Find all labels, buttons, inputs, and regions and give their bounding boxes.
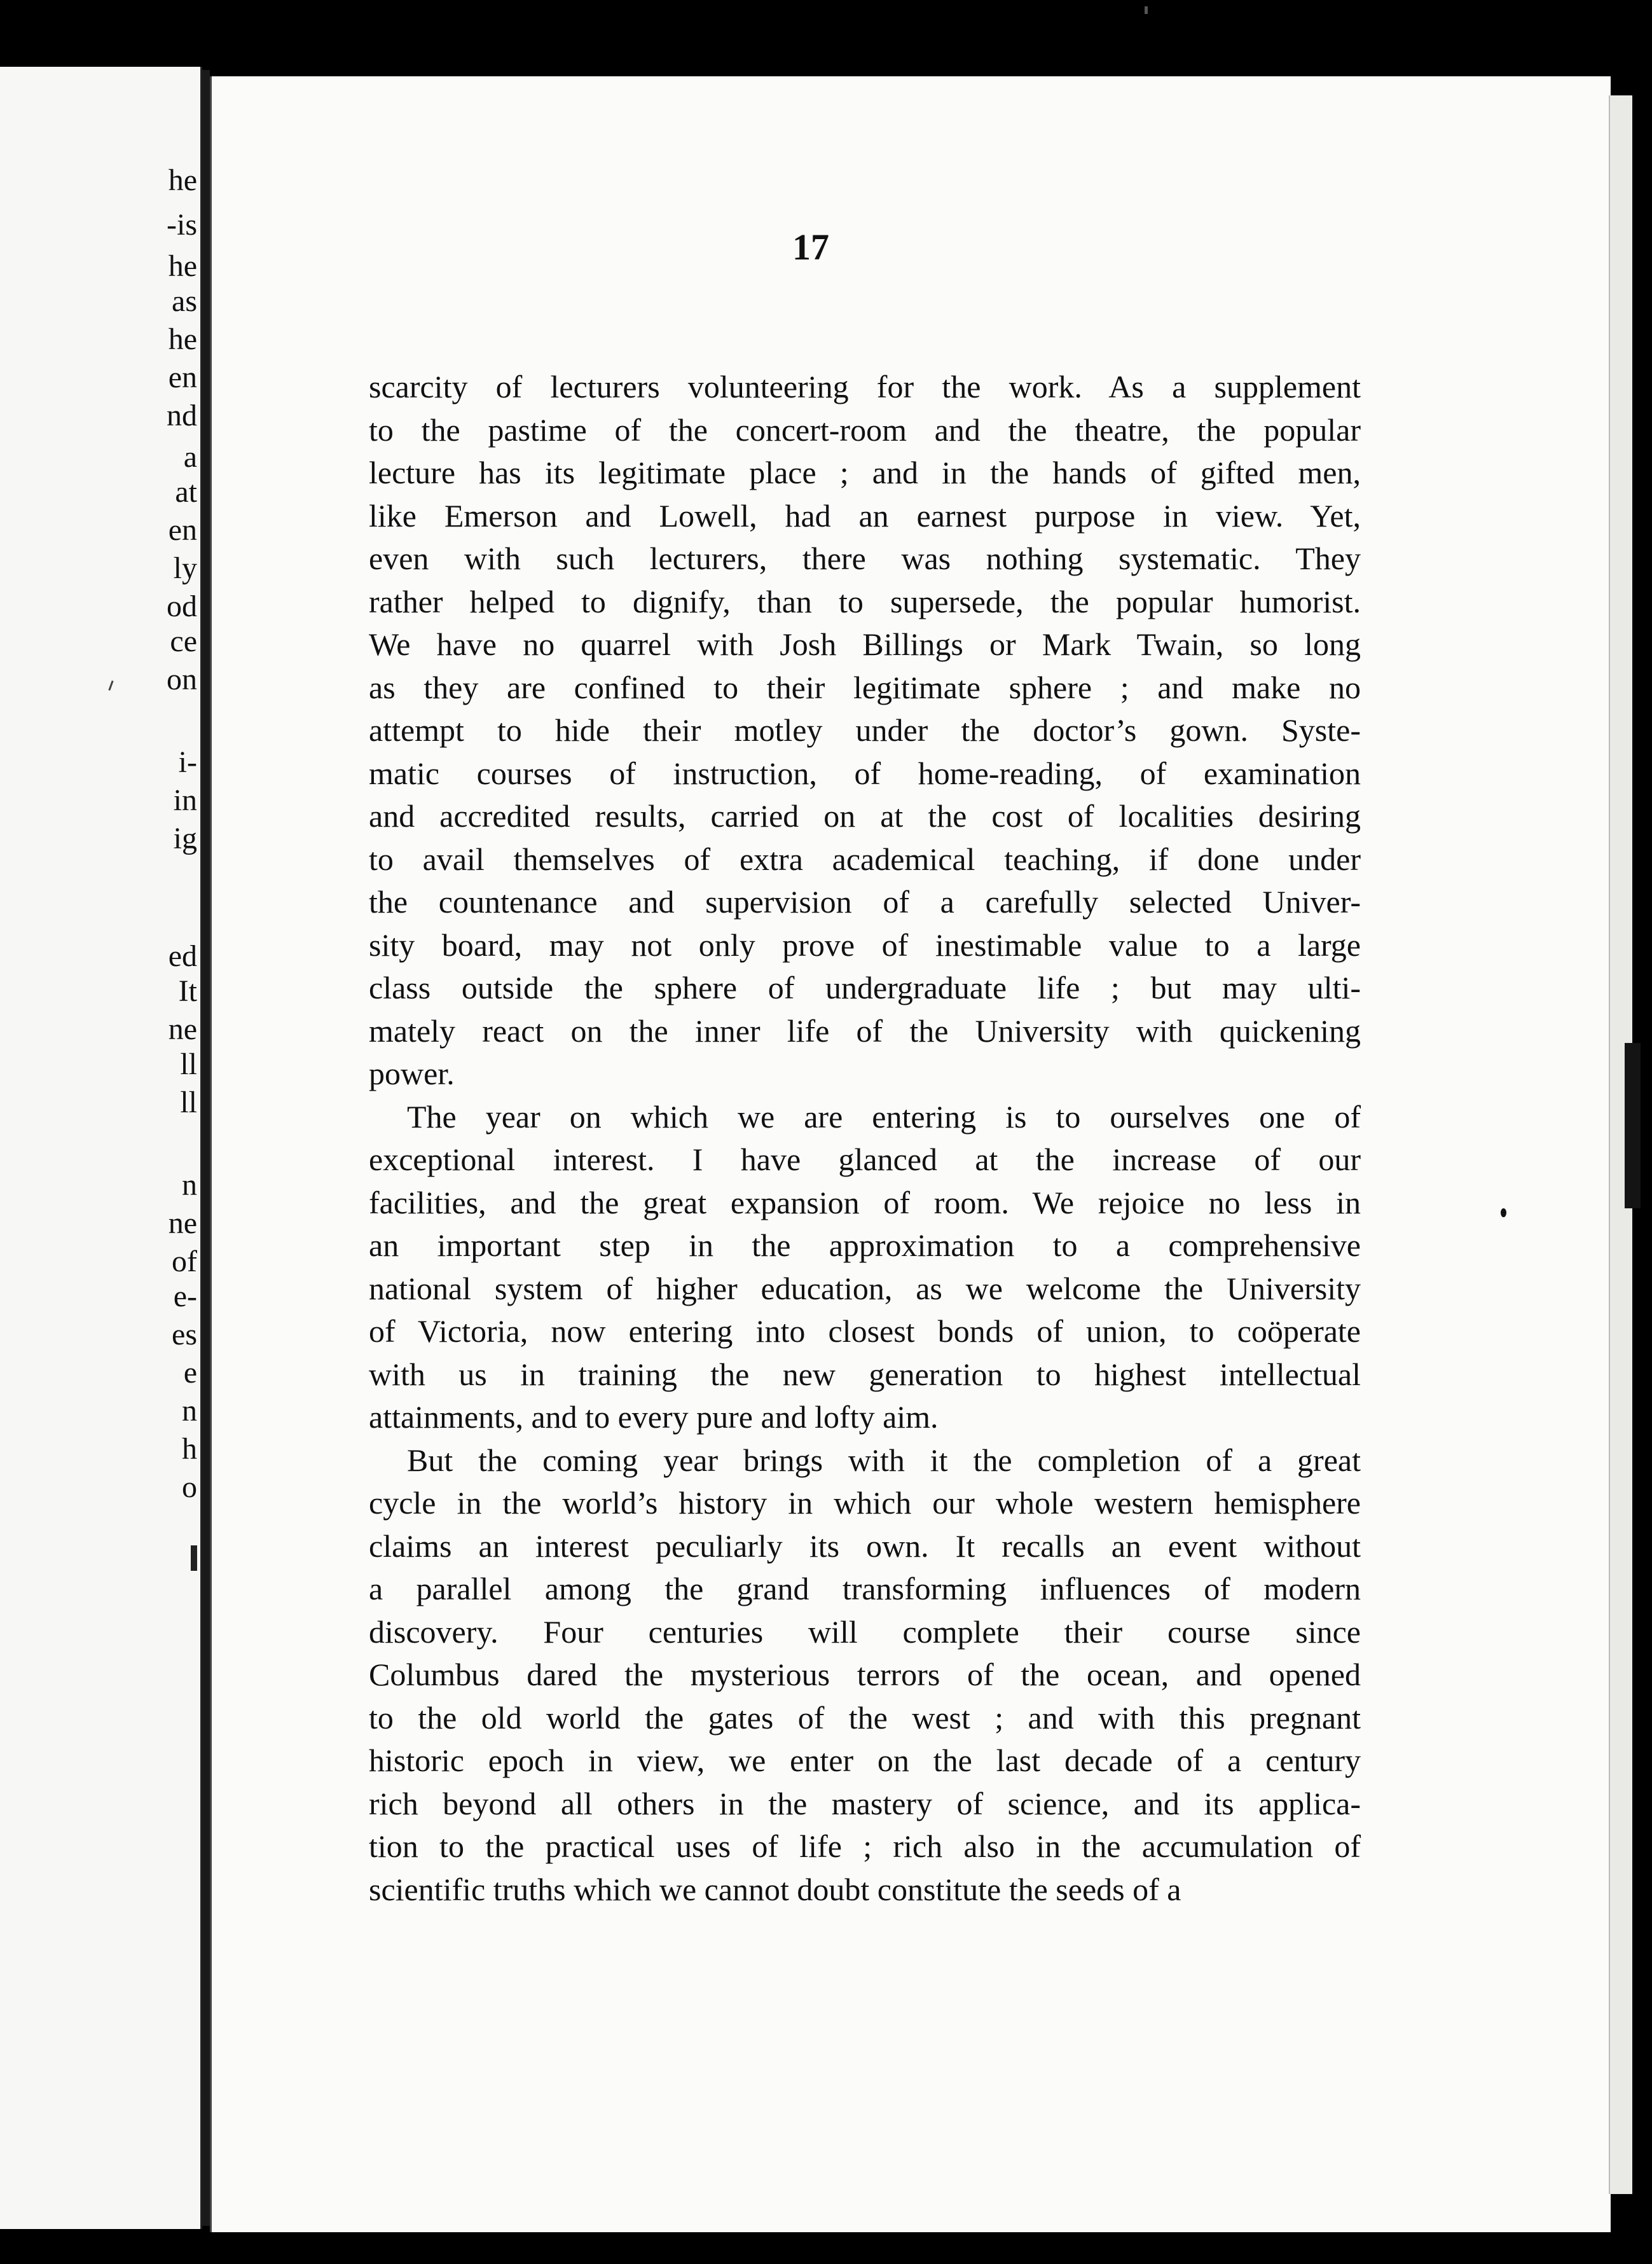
gutter-mark xyxy=(191,1545,197,1571)
paragraph xyxy=(369,1096,1361,1439)
facing-page-text: -is xyxy=(167,208,197,242)
text-line: of Victoria, now entering into closest bonds of union, to coöperate xyxy=(369,1313,1361,1349)
text-line: scientific truths which we cannot doubt constitute the seeds of a xyxy=(369,1871,1181,1907)
facing-page-text: of xyxy=(172,1245,197,1278)
text-line: as they are confined to their legitimate sphere ; and make no xyxy=(369,669,1361,705)
text-line: rich beyond all others in the mastery of science, and its applica- xyxy=(369,1785,1361,1821)
facing-page-text: i- xyxy=(178,745,197,779)
facing-page-text: in xyxy=(173,783,197,817)
paragraph xyxy=(369,1439,1361,1912)
facing-page-text: he xyxy=(168,163,197,197)
facing-page-text: ig xyxy=(173,822,197,855)
text-line: even with such lecturers, there was nothing systematic. They xyxy=(369,541,1361,576)
text-line: discovery. Four centuries will complete their course since xyxy=(369,1613,1361,1650)
text-line: tion to the practical uses of life ; rich also in the accumulation of xyxy=(369,1828,1361,1864)
paragraph xyxy=(369,366,1361,1096)
text-line: like Emerson and Lowell, had an earnest purpose in view. Yet, xyxy=(369,497,1361,534)
facing-page-text: en xyxy=(168,513,197,547)
ink-speck xyxy=(1145,6,1148,14)
text-line: and accredited results, carried on at the cost of localities desiring xyxy=(369,798,1361,834)
text-line: But the coming year brings with it the completion of a great xyxy=(407,1442,1361,1478)
facing-page-text: e- xyxy=(173,1280,197,1313)
text-line: the countenance and supervision of a carefully selected Univer- xyxy=(369,884,1361,920)
body-text xyxy=(369,366,1361,1911)
facing-page-text: as xyxy=(172,284,197,318)
facing-page-text: ne xyxy=(168,1012,197,1046)
ink-speck xyxy=(1501,1208,1506,1217)
text-line: a parallel among the grand transforming influences of modern xyxy=(369,1571,1361,1606)
facing-page-text: nd xyxy=(167,399,197,432)
facing-page-text: on xyxy=(167,663,197,696)
text-line: The year on which we are entering is to ourselves one of xyxy=(407,1098,1361,1135)
text-line: matic courses of instruction, of home-reading, of examination xyxy=(369,755,1361,791)
facing-page-text: n xyxy=(182,1168,197,1202)
text-line: an important step in the approximation to a comprehensive xyxy=(369,1227,1361,1263)
facing-page-text: h xyxy=(182,1432,197,1466)
facing-page-text: ed xyxy=(168,939,197,973)
facing-page-text: a xyxy=(183,440,197,474)
facing-page-text: ll xyxy=(180,1086,197,1119)
page-number: 17 xyxy=(792,226,829,268)
text-line: attainments, and to every pure and lofty aim. xyxy=(369,1399,939,1435)
text-line: national system of higher education, as we welcome the University xyxy=(369,1270,1361,1306)
facing-page-text: ce xyxy=(170,625,197,658)
text-line: scarcity of lecturers volunteering for the work. As a supplement xyxy=(369,369,1361,404)
book-gutter xyxy=(202,70,210,2226)
scan-edge-shadow xyxy=(1625,1043,1641,1208)
text-line: exceptional interest. I have glanced at the increase of our xyxy=(369,1142,1361,1177)
text-line: with us in training the new generation to highest intellectual xyxy=(369,1356,1361,1392)
text-line: attempt to hide their motley under the doctor’s gown. Syste- xyxy=(369,712,1361,748)
text-line: class outside the sphere of undergraduate life ; but may ulti- xyxy=(369,970,1361,1005)
text-line: cycle in the world’s history in which our whole western hemisphere xyxy=(369,1485,1361,1521)
facing-page-text: es xyxy=(172,1318,197,1351)
text-line: We have no quarrel with Josh Billings or Mark Twain, so long xyxy=(369,626,1361,662)
text-line: sity board, may not only prove of inestimable value to a large xyxy=(369,927,1361,963)
text-line: mately react on the inner life of the University with quickening xyxy=(369,1012,1361,1049)
facing-page-text: en xyxy=(168,361,197,394)
facing-page-text: at xyxy=(175,475,197,509)
text-line: facilities, and the great expansion of room. We rejoice no less in xyxy=(369,1184,1361,1220)
text-line: power. xyxy=(369,1056,455,1091)
facing-page-text: e xyxy=(183,1356,197,1390)
text-line: to the pastime of the concert-room and the theatre, the popular xyxy=(369,411,1361,448)
text-line: claims an interest peculiarly its own. It recalls an event without xyxy=(369,1528,1361,1564)
facing-page-fragment xyxy=(0,67,202,2229)
text-line: Columbus dared the mysterious terrors of the ocean, and opened xyxy=(369,1657,1361,1692)
facing-page-text: he xyxy=(168,249,197,283)
facing-page-text: It xyxy=(178,974,197,1008)
facing-page-text: n xyxy=(182,1394,197,1428)
text-line: historic epoch in view, we enter on the last decade of a century xyxy=(369,1743,1361,1778)
text-line: to the old world the gates of the west ; and with this pregnant xyxy=(369,1699,1361,1736)
facing-page-text: ne xyxy=(168,1206,197,1240)
text-line: to avail themselves of extra academical teaching, if done under xyxy=(369,841,1361,877)
facing-page-text: o xyxy=(182,1470,197,1504)
facing-page-text: he xyxy=(168,322,197,356)
facing-page-text: ly xyxy=(173,551,197,585)
text-line: lecture has its legitimate place ; and in the hands of gifted men, xyxy=(369,455,1361,490)
text-line: rather helped to dignify, than to supersede, the popular humorist. xyxy=(369,583,1361,619)
facing-page-text: ll xyxy=(180,1047,197,1081)
facing-page-text: od xyxy=(167,590,197,623)
